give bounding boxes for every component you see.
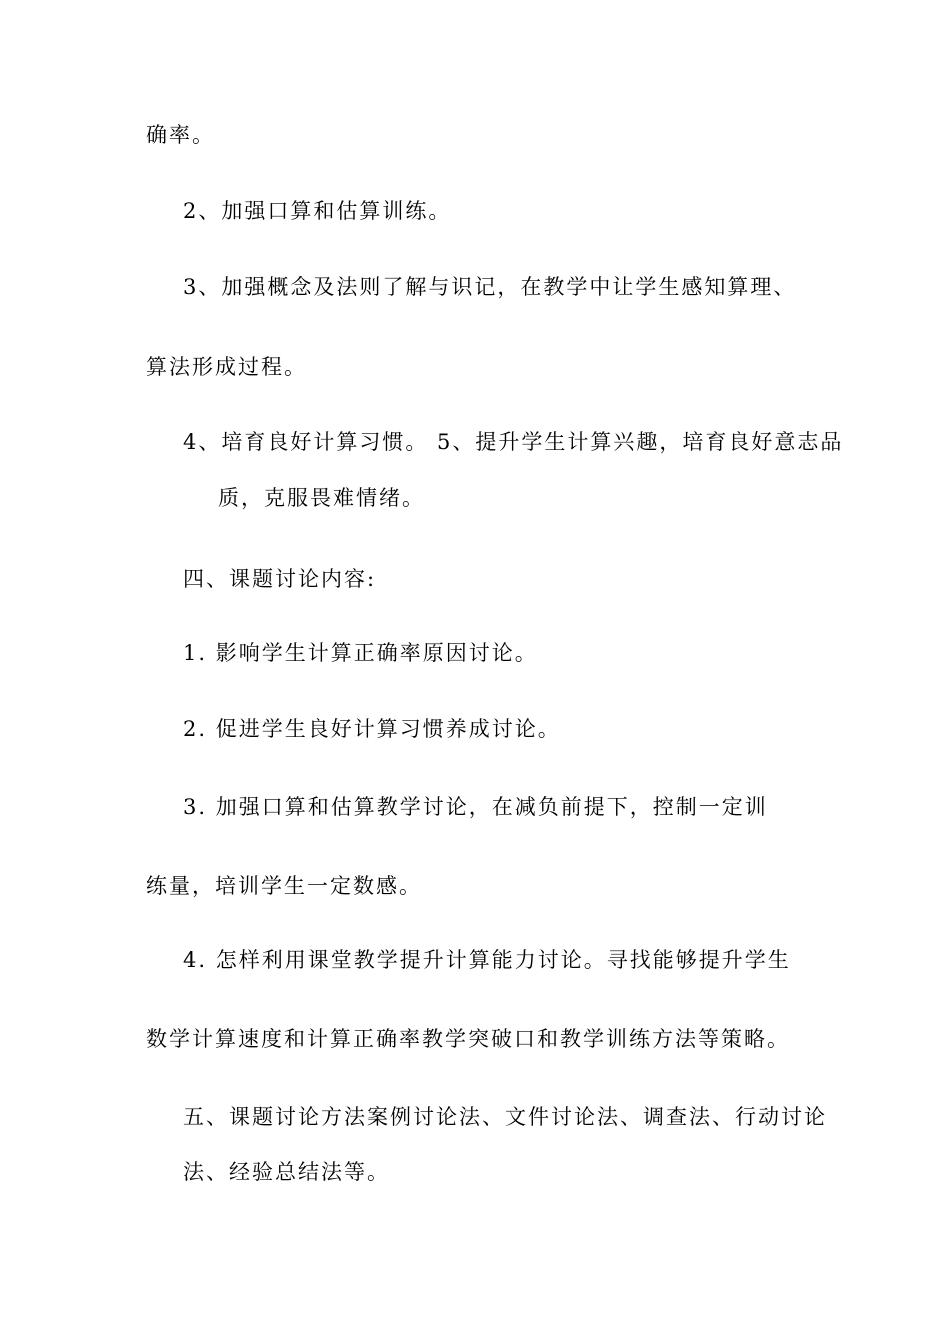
text-line-research-3-cont: 练量，培训学生一定数感。 <box>146 874 422 898</box>
text-line-research-2: 2. 促进学生良好计算习惯养成讨论。 <box>183 717 561 741</box>
text-line-item-5-cont: 质，克服畏难情绪。 <box>218 486 425 510</box>
text-line-research-4-cont: 数学计算速度和计算正确率教学突破口和教学训练方法等策略。 <box>146 1027 790 1051</box>
text-line-item-3-cont: 算法形成过程。 <box>146 355 307 379</box>
text-line-research-3: 3. 加强口算和估算教学讨论，在减负前提下，控制一定训 <box>183 795 768 819</box>
text-line-item-2: 2、加强口算和估算训练。 <box>183 199 452 223</box>
section-five-cont: 法、经验总结法等。 <box>183 1160 390 1184</box>
text-line-item-3: 3、加强概念及法则了解与识记，在教学中让学生感知算理、 <box>183 275 797 299</box>
text-line-research-1: 1. 影响学生计算正确率原因讨论。 <box>183 641 538 665</box>
text-line-item-4-5: 4、培育良好计算习惯。 5、提升学生计算兴趣，培育良好意志品 <box>183 430 844 454</box>
text-line-research-4: 4. 怎样利用课堂教学提升计算能力讨论。寻找能够提升学生 <box>183 948 791 972</box>
text-line-continuation: 确率。 <box>146 123 215 147</box>
section-heading-four: 四、课题讨论内容: <box>183 567 377 591</box>
section-heading-five: 五、课题讨论方法案例讨论法、文件讨论法、调查法、行动讨论 <box>183 1105 827 1129</box>
